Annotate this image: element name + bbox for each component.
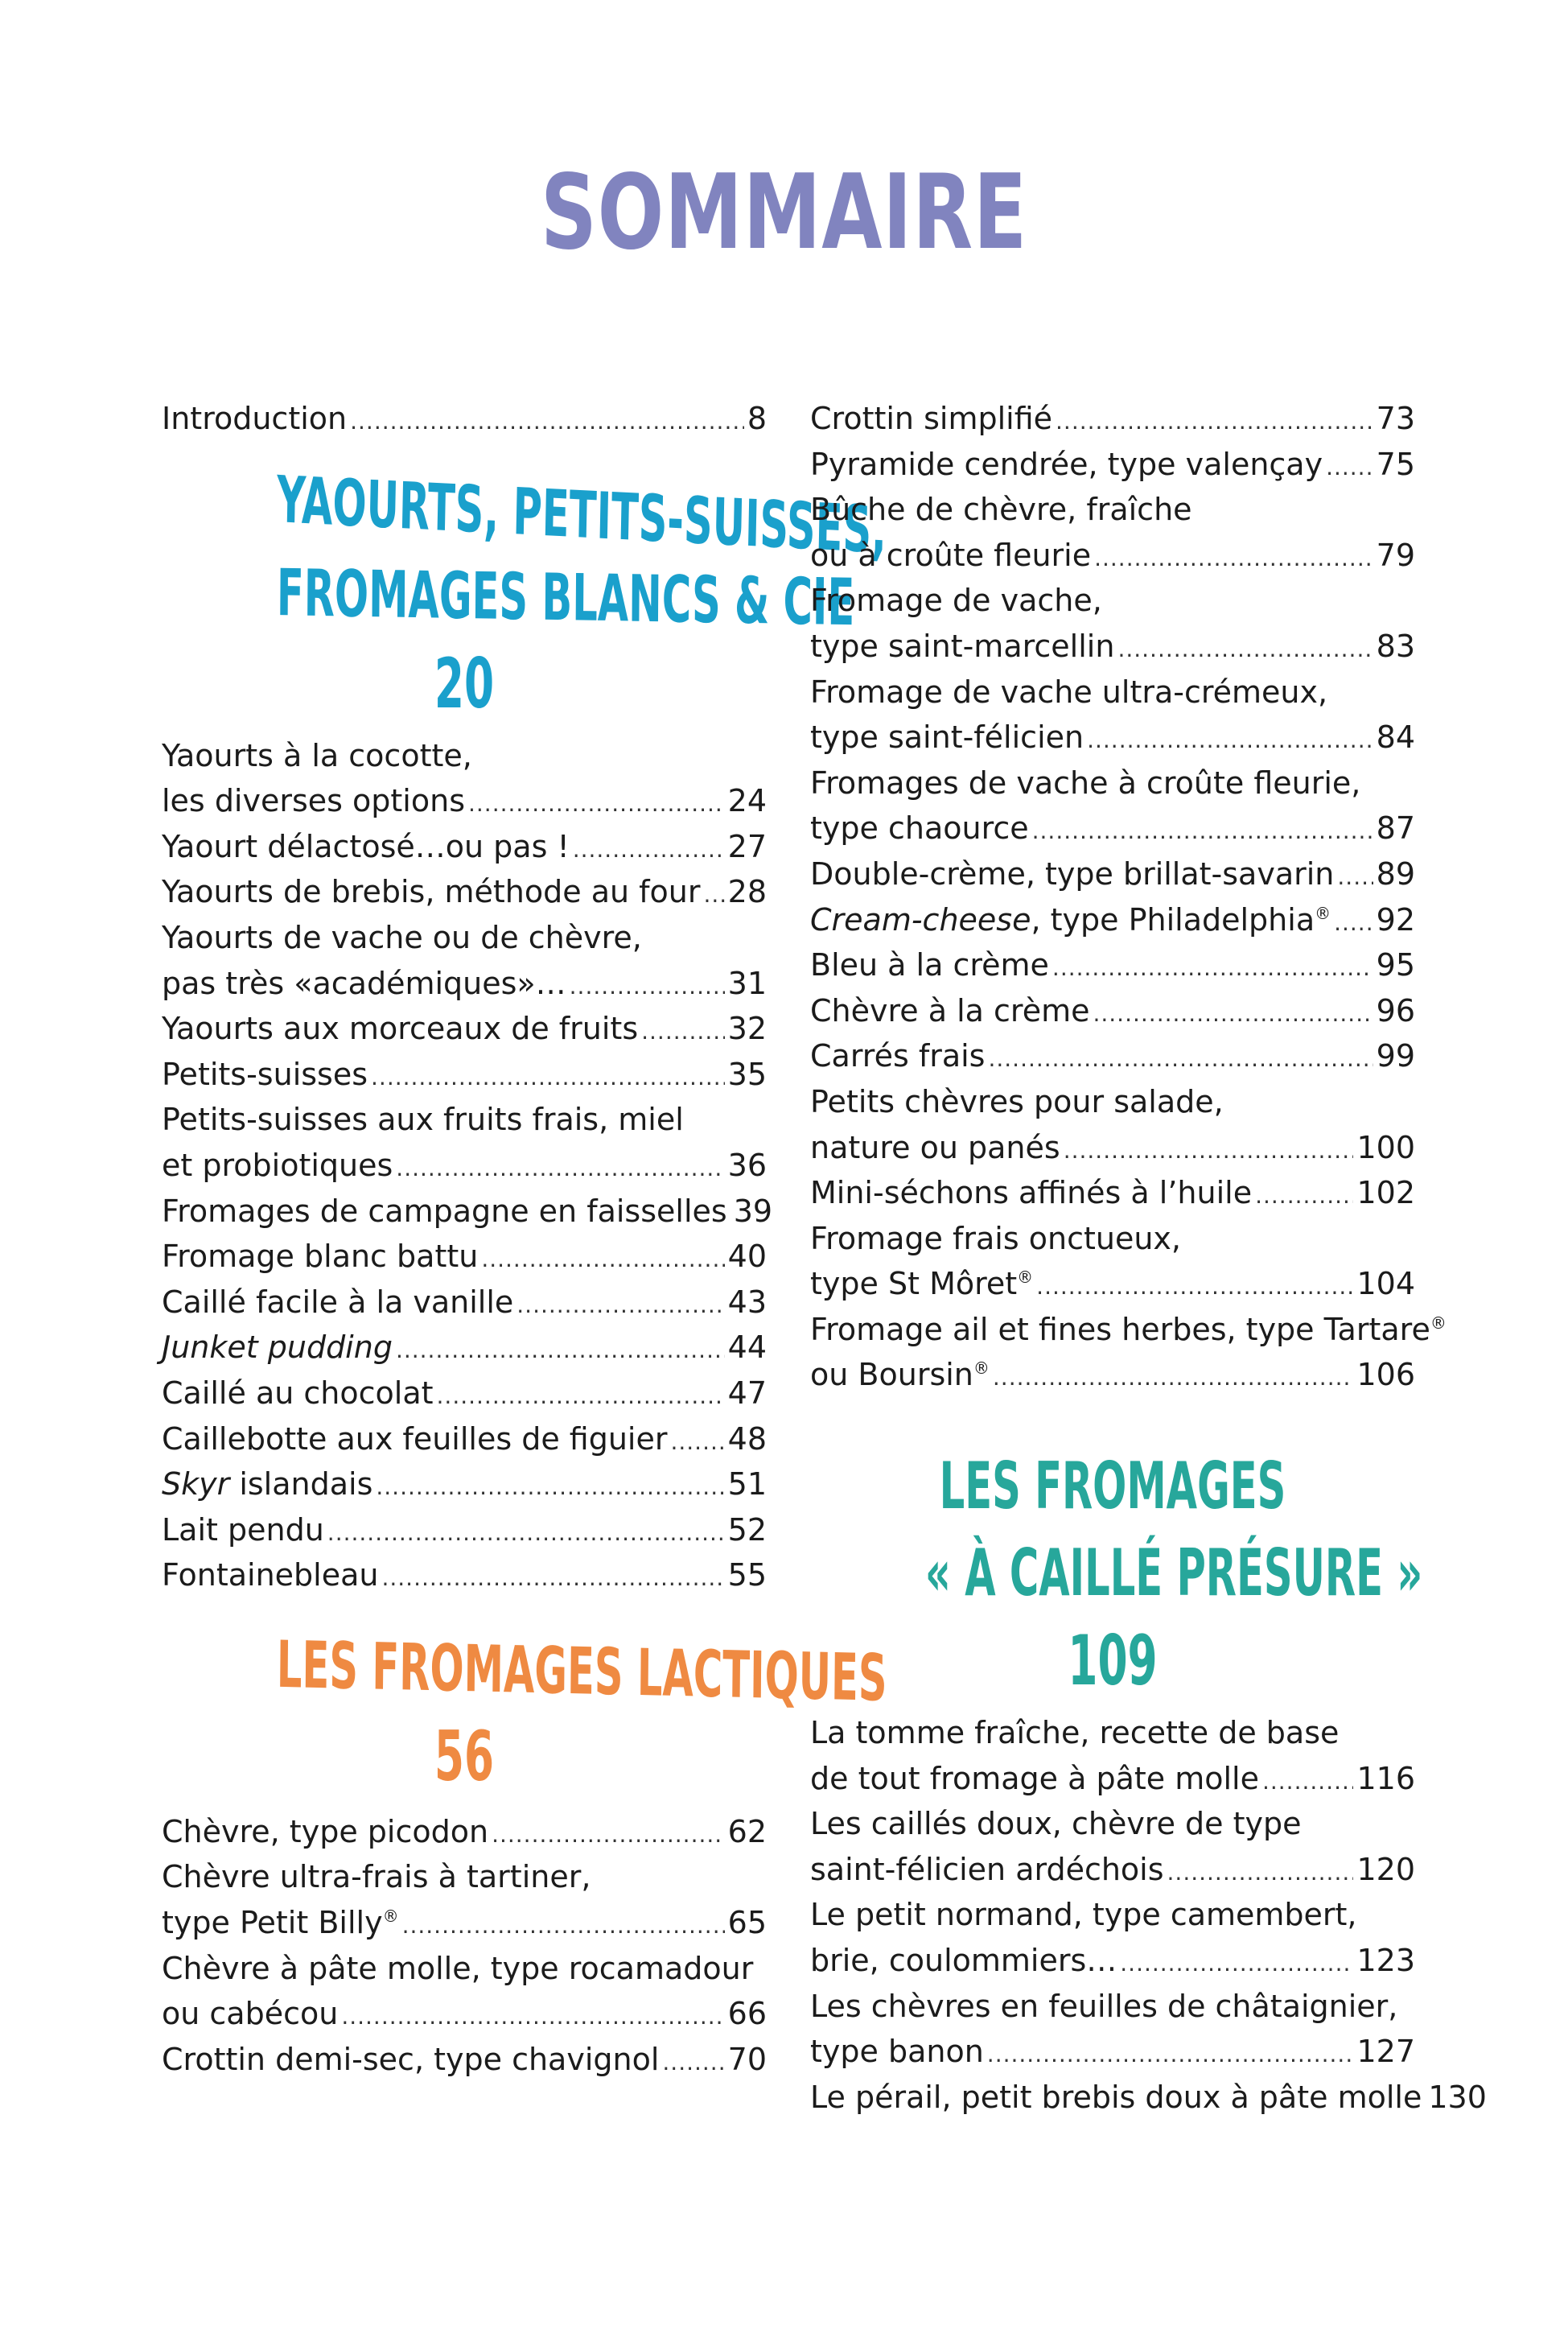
entry-page: 95 — [1376, 947, 1415, 983]
entry-title: type Petit Billy® — [162, 1905, 399, 1941]
dot-leader — [1087, 729, 1373, 752]
entry-title: Fromage blanc battu — [162, 1239, 479, 1275]
dot-leader — [1262, 1770, 1353, 1793]
entry-title: Chèvre ultra-frais à tartiner, — [162, 1859, 591, 1895]
entry-title: type St Môret® — [810, 1266, 1034, 1302]
entry-page: 104 — [1356, 1266, 1415, 1302]
dot-leader — [1032, 820, 1373, 843]
entry-title: Chèvre à pâte molle, type rocamadour — [162, 1950, 754, 1986]
entry-page: 28 — [727, 874, 767, 910]
entry-title: Introduction — [162, 401, 348, 436]
dot-leader — [1120, 1952, 1353, 1975]
entry-title: Pyramide cendrée, type valençay — [810, 446, 1323, 482]
entry-page: 44 — [727, 1329, 767, 1366]
section-page-number: 56 — [434, 1716, 495, 1797]
entry-page: 47 — [727, 1375, 767, 1411]
toc-entry — [810, 670, 1415, 761]
entry-page: 84 — [1376, 719, 1415, 756]
dot-leader — [662, 2051, 724, 2074]
toc-entry — [162, 1280, 767, 1325]
section-heading-caille-presure — [810, 1443, 1423, 1705]
dot-leader — [402, 1915, 725, 1937]
entry-title: Le pérail, petit brebis doux à pâte molle — [810, 2079, 1422, 2115]
dot-leader — [641, 1020, 725, 1043]
toc-entry — [162, 1461, 767, 1507]
entry-page: 55 — [727, 1557, 767, 1593]
entry-title: Fontainebleau — [162, 1557, 379, 1593]
entry-title: Caillebotte aux feuilles de figuier — [162, 1420, 668, 1457]
entry-page: 8 — [747, 401, 767, 436]
entry-title: et probiotiques — [162, 1147, 393, 1183]
entry-title: type saint-marcellin — [810, 628, 1115, 664]
toc-right-column — [810, 396, 1487, 2120]
dot-leader — [1093, 1003, 1373, 1025]
toc-entry — [162, 1946, 767, 2037]
entry-page: 92 — [1376, 901, 1415, 938]
entry-page: 100 — [1356, 1129, 1415, 1165]
toc-entry — [162, 733, 767, 824]
toc-entry — [162, 1854, 767, 1945]
section-heading-line: LES FROMAGES — [939, 1449, 1286, 1524]
dot-leader — [704, 884, 725, 906]
entry-title: Carrés frais — [810, 1038, 986, 1074]
entry-page: 35 — [727, 1056, 767, 1092]
entry-title: Chèvre, type picodon — [162, 1813, 489, 1849]
toc-entry — [162, 1552, 767, 1598]
entry-title: La tomme fraîche, recette de base — [810, 1715, 1340, 1751]
section-heading-line: « À CAILLÉ PRÉSURE » — [924, 1535, 1423, 1611]
dot-leader — [993, 1366, 1354, 1389]
entry-page: 51 — [727, 1466, 767, 1503]
section-page-number: 20 — [434, 643, 495, 724]
registered-mark: ® — [1017, 1268, 1034, 1288]
entry-page: 66 — [727, 1996, 767, 2032]
toc-entry — [810, 1079, 1415, 1170]
toc-entry — [162, 824, 767, 870]
dot-leader — [1117, 638, 1373, 661]
entry-title: de tout fromage à pâte molle — [810, 1760, 1259, 1796]
entry-title: Yaourts aux morceaux de fruits — [162, 1011, 639, 1047]
dot-leader — [987, 2043, 1354, 2066]
toc-entry — [810, 988, 1415, 1034]
entry-title: Fromage ail et fines herbes, type Tartare® — [810, 1311, 1447, 1347]
entry-page: 106 — [1356, 1357, 1415, 1393]
entry-page: 73 — [1376, 401, 1415, 436]
entry-page: 75 — [1376, 446, 1415, 482]
dot-leader — [1337, 866, 1373, 888]
toc-entry — [810, 1170, 1415, 1216]
registered-mark: ® — [1315, 903, 1331, 923]
entry-title: Yaourts à la cocotte, — [162, 737, 472, 773]
dot-leader — [670, 1431, 724, 1453]
entry-page: 79 — [1376, 537, 1415, 573]
entry-page: 130 — [1428, 2079, 1487, 2115]
dot-leader — [1056, 410, 1373, 433]
entry-title: Yaourts de brebis, méthode au four — [162, 874, 701, 910]
entry-page: 62 — [727, 1813, 767, 1849]
entry-title: ou Boursin® — [810, 1357, 990, 1393]
entry-title: Crottin demi-sec, type chavignol — [162, 2041, 660, 2077]
toc-entry — [162, 1189, 773, 1235]
section-heading-line: FROMAGES BLANCS & CIE — [276, 554, 855, 640]
entry-page: 52 — [727, 1511, 767, 1548]
toc-entry — [810, 1216, 1415, 1307]
registered-mark: ® — [973, 1358, 990, 1379]
entry-title: nature ou panés — [810, 1129, 1060, 1165]
entry-title: Les caillés doux, chèvre de type — [810, 1806, 1302, 1842]
entry-page: 65 — [727, 1905, 767, 1941]
dot-leader — [1094, 547, 1373, 570]
entry-title: type banon — [810, 2034, 984, 2070]
entry-title: type chaource — [810, 810, 1029, 847]
entry-title: Junket pudding — [162, 1329, 393, 1366]
toc-entry — [810, 1033, 1415, 1079]
entry-title: Caillé facile à la vanille — [162, 1284, 514, 1320]
entry-page: 96 — [1376, 992, 1415, 1028]
entry-page: 48 — [727, 1420, 767, 1457]
section-heading-fromages-lactiques — [162, 1626, 888, 1801]
toc-entry — [810, 1307, 1447, 1398]
dot-leader — [341, 2005, 724, 2028]
toc-entry — [162, 1006, 767, 1052]
entry-title: brie, coulommiers… — [810, 1943, 1117, 1979]
section-heading-line: LES FROMAGES LACTIQUES — [276, 1626, 888, 1716]
toc-entry — [810, 442, 1415, 488]
dot-leader — [437, 1385, 725, 1408]
toc-entry — [810, 396, 1415, 442]
toc-entry — [810, 1801, 1415, 1892]
entry-page: 116 — [1356, 1760, 1415, 1796]
entry-title: Lait pendu — [162, 1511, 324, 1548]
entry-page: 24 — [727, 783, 767, 819]
dot-leader — [1036, 1276, 1353, 1298]
page-title: SOMMAIRE — [540, 153, 1028, 273]
entry-title: Skyr islandais — [162, 1466, 373, 1503]
entry-title: Yaourt délactosé…ou pas ! — [162, 828, 570, 864]
entry-page: 31 — [727, 965, 767, 1001]
toc-entry — [162, 1371, 767, 1416]
dot-leader — [396, 1157, 724, 1180]
entry-title: Les chèvres en feuilles de châtaignier, — [810, 1988, 1398, 2024]
entry-page: 127 — [1356, 2034, 1415, 2070]
toc-left-column — [162, 396, 888, 2082]
entry-page: 70 — [727, 2041, 767, 2077]
toc-entry — [810, 851, 1415, 897]
registered-mark: ® — [1430, 1313, 1447, 1333]
dot-leader — [1064, 1140, 1354, 1162]
entry-title: Cream-cheese, type Philadelphia® — [810, 901, 1331, 938]
toc-entry — [810, 2075, 1487, 2121]
toc-entry-introduction — [162, 396, 767, 442]
entry-title: Fromages de vache à croûte fleurie, — [810, 765, 1361, 801]
dot-leader — [1334, 912, 1373, 934]
entry-title: type saint-félicien — [810, 719, 1084, 756]
entry-title: Fromage frais onctueux, — [810, 1220, 1181, 1256]
entry-title: Petits-suisses — [162, 1056, 368, 1092]
toc-entry — [162, 915, 767, 1006]
entry-title: Yaourts de vache ou de chèvre, — [162, 919, 642, 955]
entry-page: 102 — [1356, 1175, 1415, 1211]
dot-leader — [1255, 1185, 1353, 1207]
entry-title: ou à croûte fleurie — [810, 537, 1092, 573]
toc-entry — [162, 1234, 767, 1280]
dot-leader — [371, 1066, 725, 1089]
toc-entry — [810, 1984, 1415, 2075]
entry-title: Fromage de vache, — [810, 583, 1102, 619]
toc-entry — [810, 487, 1415, 578]
toc-entry — [162, 1325, 767, 1371]
dot-leader — [376, 1476, 724, 1498]
entry-title: Petits chèvres pour salade, — [810, 1083, 1224, 1119]
entry-page: 32 — [727, 1011, 767, 1047]
dot-leader — [481, 1248, 724, 1271]
entry-title: Mini-séchons affinés à l’huile — [810, 1175, 1253, 1211]
toc-entry — [810, 942, 1415, 988]
entry-title: les diverses options — [162, 783, 465, 819]
toc-entry — [810, 1710, 1415, 1801]
dot-leader — [492, 1824, 725, 1846]
entry-title: Bleu à la crème — [810, 947, 1049, 983]
toc-entry — [162, 1809, 767, 1855]
toc-entry — [162, 1097, 767, 1188]
entry-title: saint-félicien ardéchois — [810, 1851, 1164, 1887]
entry-page: 120 — [1356, 1851, 1415, 1887]
entry-page: 99 — [1376, 1038, 1415, 1074]
entry-page: 39 — [733, 1193, 773, 1229]
entry-page: 36 — [727, 1147, 767, 1183]
entry-title: Le petit normand, type camembert, — [810, 1897, 1357, 1933]
dot-leader — [327, 1522, 725, 1544]
toc-entry — [810, 578, 1415, 669]
dot-leader — [468, 793, 725, 815]
dot-leader — [1052, 957, 1373, 979]
entry-page: 40 — [727, 1239, 767, 1275]
toc-entry — [810, 761, 1415, 851]
entry-title: Crottin simplifié — [810, 401, 1053, 436]
entry-page: 89 — [1376, 855, 1415, 892]
section-page-number: 109 — [1068, 1621, 1158, 1702]
dot-leader — [350, 410, 744, 433]
entry-title: Double-crème, type brillat-savarin — [810, 855, 1335, 892]
entry-page: 83 — [1376, 628, 1415, 664]
toc-entry — [810, 897, 1415, 943]
dot-leader — [516, 1294, 724, 1317]
dot-leader — [381, 1567, 724, 1589]
entry-title: ou cabécou — [162, 1996, 339, 2032]
entry-title: Caillé au chocolat — [162, 1375, 434, 1411]
dot-leader — [396, 1339, 725, 1362]
toc-entry — [162, 1052, 767, 1098]
dot-leader — [1167, 1861, 1354, 1884]
entry-title: Petits-suisses aux fruits frais, miel — [162, 1102, 684, 1138]
dot-leader — [570, 975, 725, 998]
toc-entry — [162, 2037, 767, 2083]
entry-title: Chèvre à la crème — [810, 992, 1090, 1028]
dot-leader — [1326, 456, 1373, 479]
section-heading-yaourts — [162, 461, 887, 728]
entry-page: 27 — [727, 828, 767, 864]
entry-page: 123 — [1356, 1943, 1415, 1979]
toc-entry — [810, 1892, 1415, 1983]
entry-title: Bûche de chèvre, fraîche — [810, 492, 1192, 528]
toc-entry — [162, 869, 767, 915]
dot-leader — [988, 1048, 1373, 1070]
section-heading-line: YAOURTS, PETITS-SUISSES, — [276, 461, 887, 568]
entry-title: Fromages de campagne en faisselles — [162, 1193, 727, 1229]
dot-leader — [573, 839, 725, 861]
entry-title: pas très «académiques»… — [162, 965, 566, 1001]
entry-title: Fromage de vache ultra-crémeux, — [810, 674, 1328, 710]
entry-page: 87 — [1376, 810, 1415, 847]
toc-entry — [162, 1507, 767, 1553]
toc-entry — [162, 1416, 767, 1462]
entry-page: 43 — [727, 1284, 767, 1320]
registered-mark: ® — [382, 1906, 399, 1927]
